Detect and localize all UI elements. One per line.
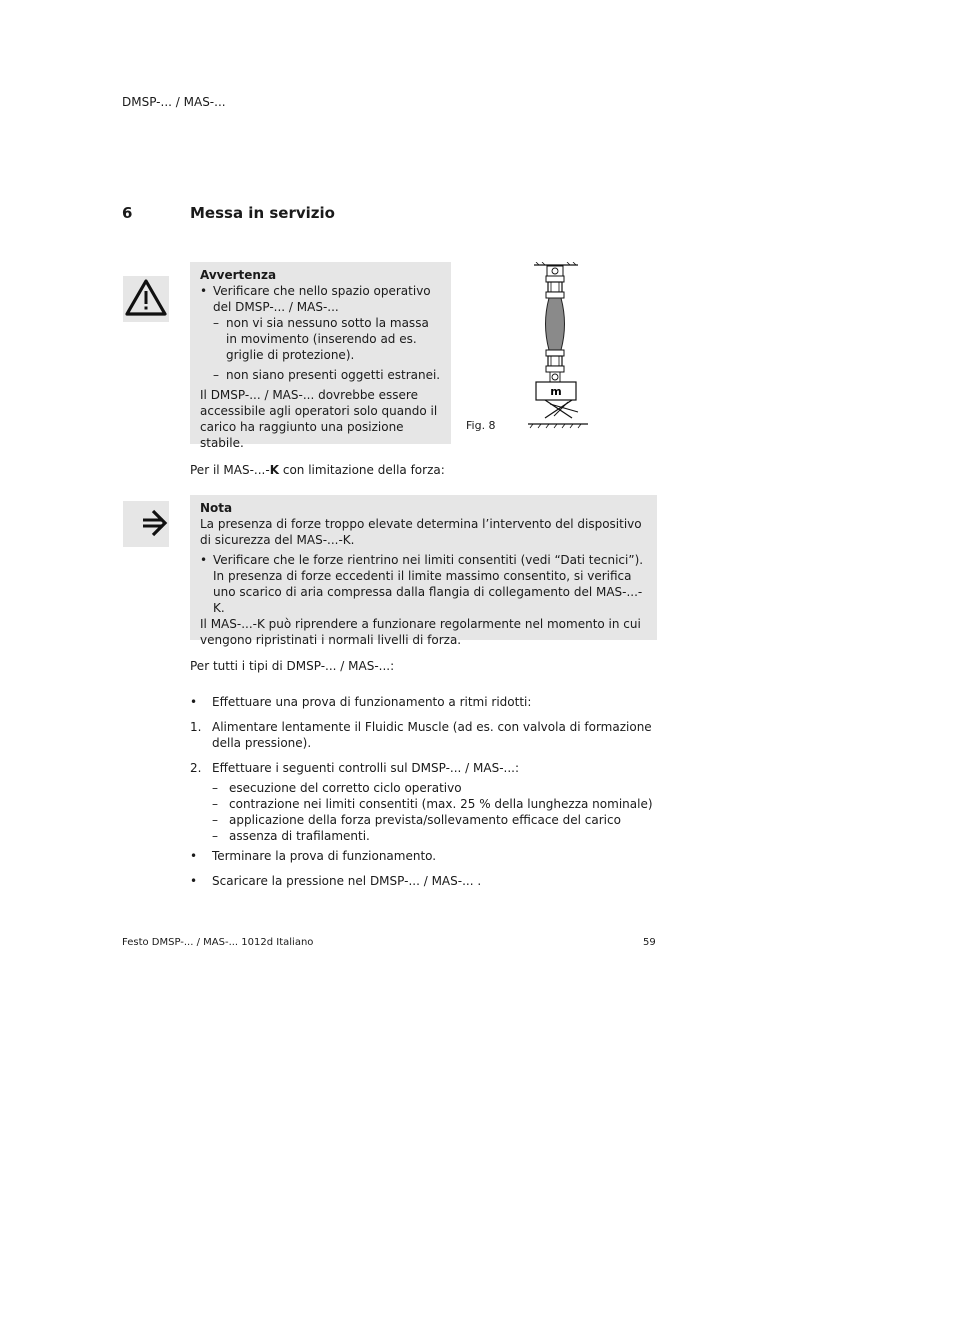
lower-fitting: [546, 350, 564, 382]
step-numbered-1: [190, 719, 660, 751]
upper-fitting: [546, 276, 564, 298]
number-marker: 1.: [190, 720, 202, 734]
note-bullet: [200, 552, 647, 616]
step-bullet-2: [190, 848, 660, 864]
bullet-marker: •: [200, 284, 208, 298]
step-text: Scaricare la pressione nel DMSP-... / MAS-... .: [212, 874, 482, 888]
dash-marker: –: [212, 797, 218, 811]
note-icon-box: [123, 501, 169, 547]
check-text: esecuzione del corretto ciclo operativo: [229, 781, 462, 795]
intro-k-before: Per il MAS-...-: [190, 463, 270, 477]
fluidic-muscle: [546, 298, 565, 350]
dash-marker: –: [213, 368, 219, 382]
bullet-marker: •: [190, 695, 198, 709]
bullet-marker: •: [190, 874, 198, 888]
warning-dash-1: [200, 315, 443, 363]
check-text: assenza di trafilamenti.: [229, 829, 370, 843]
step-text: Terminare la prova di funzionamento.: [212, 849, 437, 863]
dash-marker: –: [212, 813, 218, 827]
step-text: Effettuare una prova di funzionamento a ritmi ridotti:: [212, 695, 532, 709]
floor: [528, 424, 588, 428]
check-item: [190, 828, 660, 844]
note-box: [190, 495, 657, 647]
warning-box: [190, 262, 451, 450]
intro-k-paragraph: [190, 462, 445, 478]
page-number: 59: [643, 937, 656, 948]
dash-marker: –: [212, 829, 218, 843]
step-numbered-2: [190, 760, 660, 844]
warning-dash-text: non siano presenti oggetti estranei.: [226, 368, 441, 382]
number-marker: 2.: [190, 761, 202, 775]
warning-heading: Avvertenza: [200, 268, 277, 282]
intro-all-paragraph: Per tutti i tipi di DMSP-... / MAS-...:: [190, 659, 395, 673]
check-text: applicazione della forza prevista/sollevamento efficace del carico: [229, 813, 621, 827]
warning-icon-box: [123, 276, 169, 322]
warning-triangle-icon: [123, 276, 169, 322]
warning-dash-2: [200, 367, 443, 383]
running-header: DMSP-... / MAS-...: [122, 95, 226, 109]
bullet-marker: •: [200, 553, 208, 567]
dash-marker: –: [213, 316, 219, 330]
warning-bullet-text: Verificare che nello spazio operativo del DMSP-... / MAS-...: [213, 284, 431, 314]
check-text: contrazione nei limiti consentiti (max. 25 % della lunghezza nominale): [229, 797, 653, 811]
check-item: [190, 780, 660, 796]
step-text: Effettuare i seguenti controlli sul DMSP-... / MAS-...:: [212, 761, 520, 775]
intro-k-after: con limitazione della forza:: [279, 463, 445, 477]
step-bullet-3: [190, 873, 660, 889]
note-bullet-text: Verificare che le forze rientrino nei limiti consentiti (vedi “Dati tecnici”). In presenza di forze eccedenti il limite massimo consentito, si verifica uno scarico di aria compressa dalla flangia di collegamento del MAS-...-K.: [213, 553, 644, 615]
ceiling-mount: [534, 262, 578, 276]
footer-document-info: Festo DMSP-... / MAS-... 1012d Italiano: [122, 937, 314, 948]
mass-label: m: [550, 385, 562, 398]
bullet-marker: •: [190, 849, 198, 863]
warning-dash-text: non vi sia nessuno sotto la massa in movimento (inserendo ad es. griglie di protezione).: [226, 316, 429, 362]
warning-bullet: [200, 283, 443, 315]
dash-marker: –: [212, 781, 218, 795]
note-closing: Il MAS-...-K può riprendere a funzionare regolarmente nel momento in cui vengono ripristinati i normali livelli di forza.: [200, 617, 641, 647]
check-item: [190, 796, 660, 812]
scissor-support: [545, 400, 578, 418]
note-text: La presenza di forze troppo elevate determina l’intervento del dispositivo di sicurezza del MAS-...-K.: [200, 517, 642, 547]
check-item: [190, 812, 660, 828]
fig-8-illustration: [520, 262, 600, 430]
warning-closing: Il DMSP-... / MAS-... dovrebbe essere accessibile agli operatori solo quando il carico ha raggiunto una posizione stabile.: [200, 388, 438, 450]
step-bullet-1: [190, 694, 660, 710]
section-title: Messa in servizio: [190, 204, 335, 222]
arrow-right-icon: [123, 501, 169, 547]
step-text: Alimentare lentamente il Fluidic Muscle (ad es. con valvola di formazione della pressione).: [212, 720, 652, 750]
note-heading: Nota: [200, 501, 233, 515]
figure-label: Fig. 8: [466, 419, 496, 432]
section-number: 6: [122, 204, 133, 222]
intro-k-bold: K: [269, 463, 280, 477]
